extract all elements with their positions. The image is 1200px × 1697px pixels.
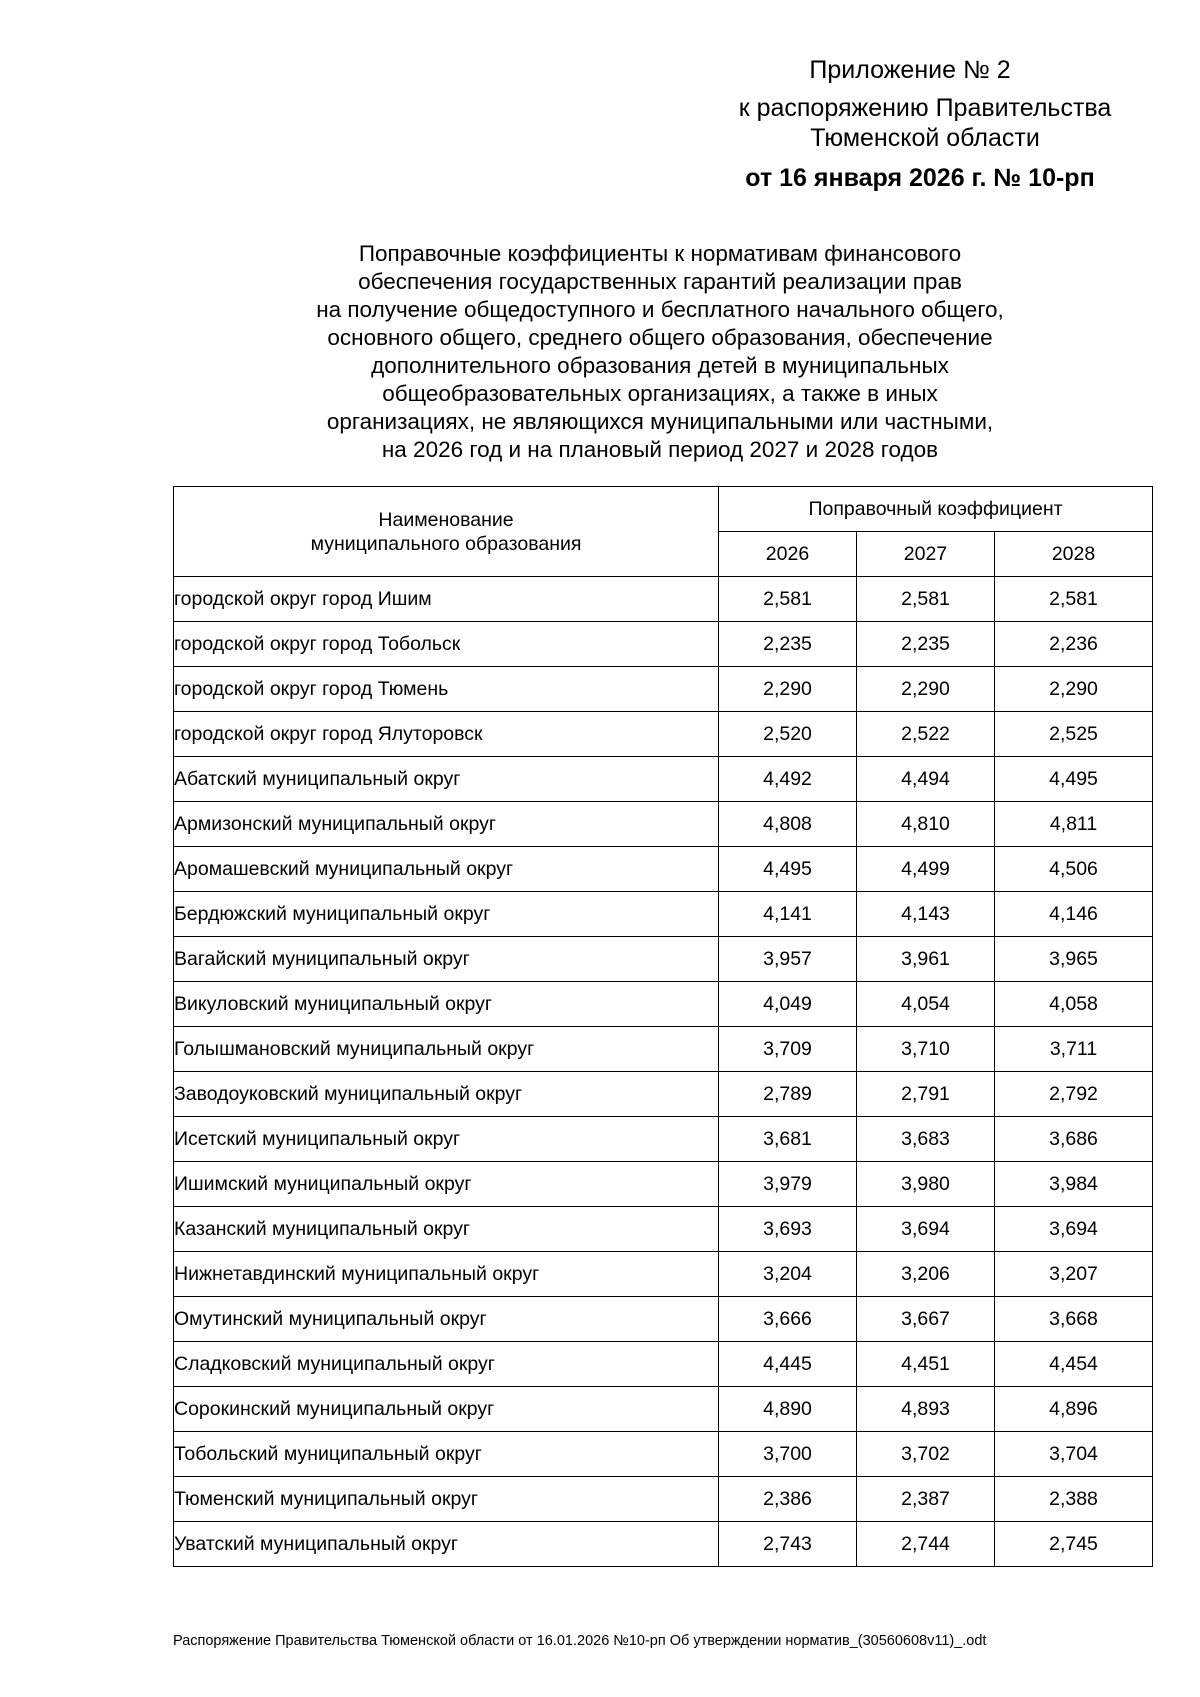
appendix-title: Приложение № 2 [809, 56, 1011, 84]
municipality-name: Казанский муниципальный округ [174, 1207, 719, 1252]
coefficient-2028: 4,454 [995, 1342, 1153, 1387]
table-row [174, 1072, 1153, 1117]
heading-line: Поправочные коэффициенты к нормативам финансового [358, 241, 962, 266]
appendix-ref-line2: Тюменской области [810, 124, 1040, 152]
name-header-line1: Наименование [378, 508, 514, 531]
coefficient-2026: 2,789 [719, 1072, 857, 1117]
municipality-name: Исетский муниципальный округ [174, 1117, 719, 1162]
coefficient-2026: 3,681 [719, 1117, 857, 1162]
table-row [174, 1252, 1153, 1297]
column-header-year: 2026 [719, 532, 857, 577]
coefficient-2026: 2,520 [719, 712, 857, 757]
coefficient-2026: 3,700 [719, 1432, 857, 1477]
table-row [174, 1117, 1153, 1162]
coefficient-2027: 3,683 [857, 1117, 995, 1162]
municipality-name: Армизонский муниципальный округ [174, 802, 719, 847]
municipality-name: городской округ город Ялуторовск [174, 712, 719, 757]
municipality-name: Заводоуковский муниципальный округ [174, 1072, 719, 1117]
coefficient-2026: 2,581 [719, 577, 857, 622]
coefficient-2028: 3,965 [995, 937, 1153, 982]
coefficient-2027: 4,494 [857, 757, 995, 802]
coefficient-2027: 3,710 [857, 1027, 995, 1072]
coefficient-2026: 4,890 [719, 1387, 857, 1432]
table-row [174, 622, 1153, 667]
table-row [174, 1522, 1153, 1567]
heading-line: обеспечения государственных гарантий реализации прав [358, 269, 962, 294]
table-row [174, 892, 1153, 937]
coefficient-2027: 4,054 [857, 982, 995, 1027]
municipality-name: Уватский муниципальный округ [174, 1522, 719, 1567]
table-row [174, 937, 1153, 982]
municipality-name: Тюменский муниципальный округ [174, 1477, 719, 1522]
municipality-name: Абатский муниципальный округ [174, 757, 719, 802]
coefficient-2027: 4,893 [857, 1387, 995, 1432]
coefficient-2027: 3,667 [857, 1297, 995, 1342]
coefficient-2028: 4,146 [995, 892, 1153, 937]
municipality-name: городской округ город Тобольск [174, 622, 719, 667]
column-header-year: 2028 [995, 532, 1153, 577]
coefficient-2027: 3,694 [857, 1207, 995, 1252]
heading-line: на 2026 год и на плановый период 2027 и 2028 годов [381, 437, 939, 462]
coefficient-2027: 4,499 [857, 847, 995, 892]
municipality-name: городской округ город Ишим [174, 577, 719, 622]
coefficient-2027: 3,206 [857, 1252, 995, 1297]
coefficient-2028: 3,686 [995, 1117, 1153, 1162]
coefficient-2026: 4,049 [719, 982, 857, 1027]
footer-document-path: Распоряжение Правительства Тюменской области от 16.01.2026 №10-рп Об утверждении норматив_(30560608v11)_.odt [173, 1633, 987, 1649]
table-row [174, 1027, 1153, 1072]
table-row [174, 577, 1153, 622]
column-header-name [174, 487, 719, 577]
coefficient-2028: 4,506 [995, 847, 1153, 892]
municipality-name: Сладковский муниципальный округ [174, 1342, 719, 1387]
coefficient-2028: 2,290 [995, 667, 1153, 712]
municipality-name: Аромашевский муниципальный округ [174, 847, 719, 892]
municipality-name: Ишимский муниципальный округ [174, 1162, 719, 1207]
municipality-name: Нижнетавдинский муниципальный округ [174, 1252, 719, 1297]
coefficient-2027: 2,235 [857, 622, 995, 667]
coefficient-2027: 4,451 [857, 1342, 995, 1387]
municipality-name: городской округ город Тюмень [174, 667, 719, 712]
municipality-name: Викуловский муниципальный округ [174, 982, 719, 1027]
coefficient-2027: 3,961 [857, 937, 995, 982]
coefficient-2026: 4,492 [719, 757, 857, 802]
coefficient-2028: 4,811 [995, 802, 1153, 847]
coefficient-2028: 2,792 [995, 1072, 1153, 1117]
coefficient-2026: 3,957 [719, 937, 857, 982]
coefficient-2028: 3,207 [995, 1252, 1153, 1297]
table-body [174, 577, 1153, 1567]
coefficient-2027: 2,387 [857, 1477, 995, 1522]
municipality-name: Вагайский муниципальный округ [174, 937, 719, 982]
coefficient-2027: 4,810 [857, 802, 995, 847]
coefficient-2028: 3,668 [995, 1297, 1153, 1342]
coefficients-table [173, 486, 1153, 1567]
municipality-name: Сорокинский муниципальный округ [174, 1387, 719, 1432]
coefficient-2027: 2,290 [857, 667, 995, 712]
coefficient-2027: 2,791 [857, 1072, 995, 1117]
coefficient-2026: 2,290 [719, 667, 857, 712]
coefficient-2026: 2,235 [719, 622, 857, 667]
coefficient-2026: 4,445 [719, 1342, 857, 1387]
heading-line: дополнительного образования детей в муниципальных [371, 353, 949, 378]
table-row [174, 1342, 1153, 1387]
coefficient-2026: 2,386 [719, 1477, 857, 1522]
column-header-year: 2027 [857, 532, 995, 577]
table-row [174, 847, 1153, 892]
coefficient-2026: 3,979 [719, 1162, 857, 1207]
table-row [174, 1477, 1153, 1522]
coefficient-2026: 4,495 [719, 847, 857, 892]
coefficient-2028: 3,704 [995, 1432, 1153, 1477]
appendix-reference [690, 93, 1160, 153]
coefficient-2028: 3,984 [995, 1162, 1153, 1207]
coefficient-2026: 4,808 [719, 802, 857, 847]
coefficient-2027: 3,702 [857, 1432, 995, 1477]
appendix-ref-line1: к распоряжению Правительства [738, 94, 1112, 122]
coefficient-2028: 4,896 [995, 1387, 1153, 1432]
coefficient-2027: 2,744 [857, 1522, 995, 1567]
table-row [174, 1207, 1153, 1252]
table-row [174, 1162, 1153, 1207]
table-row [174, 1387, 1153, 1432]
coefficient-2028: 2,581 [995, 577, 1153, 622]
coefficient-2028: 2,745 [995, 1522, 1153, 1567]
coefficient-2026: 4,141 [719, 892, 857, 937]
table-row [174, 1297, 1153, 1342]
municipality-name: Бердюжский муниципальный округ [174, 892, 719, 937]
coefficient-2026: 2,743 [719, 1522, 857, 1567]
municipality-name: Омутинский муниципальный округ [174, 1297, 719, 1342]
municipality-name: Тобольский муниципальный округ [174, 1432, 719, 1477]
coefficient-2026: 3,709 [719, 1027, 857, 1072]
heading-line: организациях, не являющихся муниципальными или частными, [326, 409, 994, 434]
coefficient-2027: 2,522 [857, 712, 995, 757]
coefficient-2026: 3,693 [719, 1207, 857, 1252]
table-row [174, 1432, 1153, 1477]
coefficient-2028: 3,711 [995, 1027, 1153, 1072]
coefficient-2028: 2,388 [995, 1477, 1153, 1522]
coefficient-2027: 4,143 [857, 892, 995, 937]
coefficient-2028: 3,694 [995, 1207, 1153, 1252]
coefficient-2027: 2,581 [857, 577, 995, 622]
coefficient-2028: 2,525 [995, 712, 1153, 757]
table-row [174, 757, 1153, 802]
municipality-name: Голышмановский муниципальный округ [174, 1027, 719, 1072]
coefficient-2027: 3,980 [857, 1162, 995, 1207]
coefficient-2028: 2,236 [995, 622, 1153, 667]
table-row [174, 982, 1153, 1027]
document-heading [200, 240, 1120, 464]
appendix-header [690, 55, 1160, 193]
coefficient-2026: 3,666 [719, 1297, 857, 1342]
coefficient-2026: 3,204 [719, 1252, 857, 1297]
table-row [174, 802, 1153, 847]
heading-line: общеобразовательных организациях, а также в иных [382, 381, 938, 406]
heading-line: на получение общедоступного и бесплатного начального общего, [316, 297, 1004, 322]
heading-line: основного общего, среднего общего образования, обеспечение [327, 325, 993, 350]
name-header-line2: муниципального образования [310, 532, 582, 555]
table-row [174, 712, 1153, 757]
appendix-date: от 16 января 2026 г. № 10-рп [745, 164, 1095, 192]
table-row [174, 667, 1153, 712]
coefficient-2028: 4,058 [995, 982, 1153, 1027]
column-header-coefficient: Поправочный коэффициент [719, 487, 1153, 532]
coefficient-2028: 4,495 [995, 757, 1153, 802]
